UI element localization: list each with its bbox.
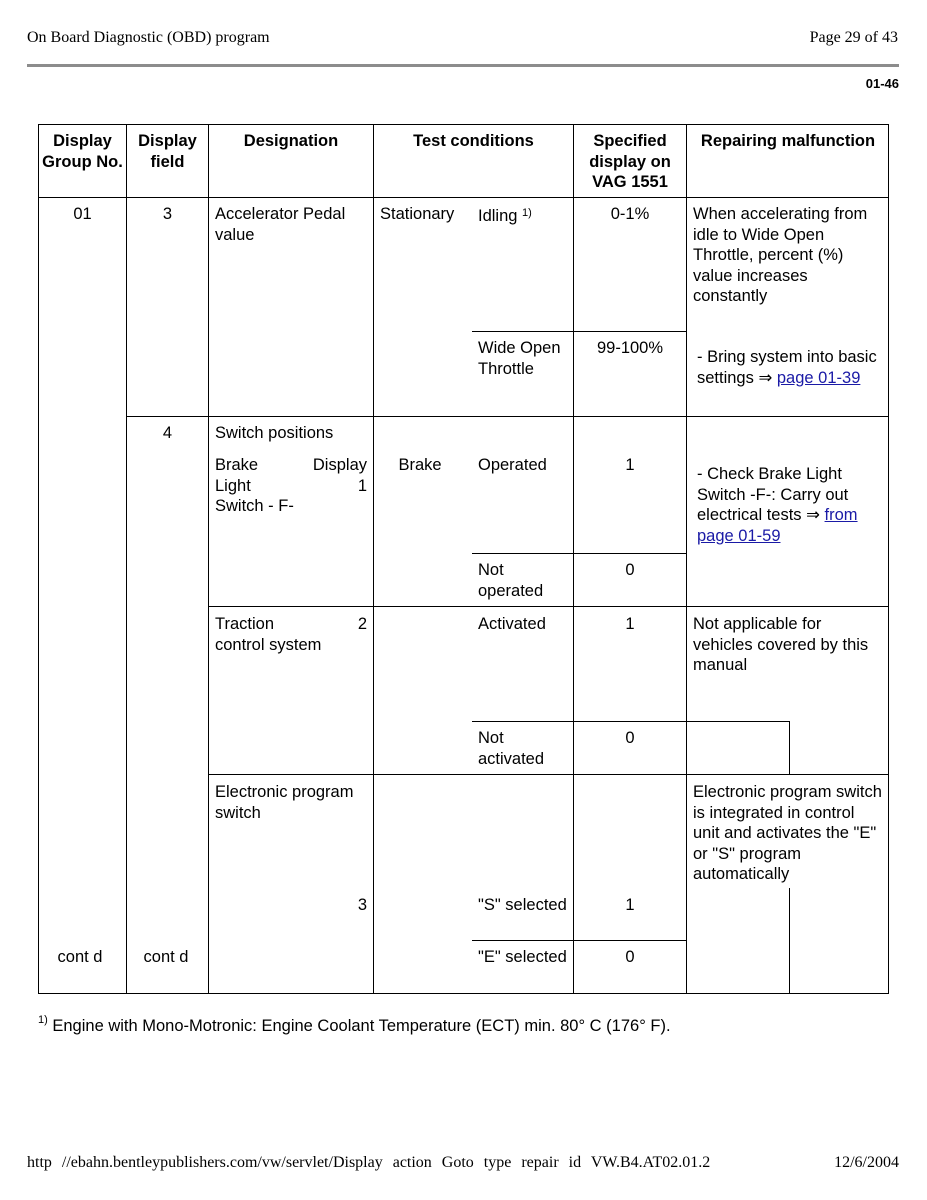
condition-not-operated: Not operated	[478, 561, 544, 600]
repair-accelerator: When accelerating from idle to Wide Open Throttle, percent (%) value increases constantly	[693, 205, 868, 305]
table-border-left	[38, 124, 39, 994]
condition-operated: Operated	[478, 456, 547, 474]
column-line	[573, 124, 574, 994]
value-s-selected: 1	[625, 896, 635, 914]
condition-wot: Wide Open Throttle	[478, 339, 561, 378]
header-display-group: Display Group No.	[42, 132, 123, 171]
condition-brake: Brake	[398, 456, 442, 474]
value-activated: 1	[625, 615, 635, 633]
value-not-operated: 0	[625, 561, 635, 579]
repair-brake-text: - Check Brake Light Switch -F-: Carry out electrical tests ⇒	[697, 465, 849, 524]
link-page-01-59[interactable]: from page 01-59	[697, 506, 858, 545]
designation-brake-switch: Brake Light Switch - F-	[215, 456, 294, 515]
repair-wot	[697, 347, 883, 388]
condition-idling-label: Idling	[478, 207, 518, 225]
eps-number: 3	[357, 896, 367, 914]
designation-electronic-program-switch: Electronic program switch	[215, 783, 354, 822]
traction-number: 2	[357, 615, 367, 633]
footnote-mark: 1)	[38, 1014, 48, 1026]
document-title: On Board Diagnostic (OBD) program	[27, 29, 270, 46]
row-line	[208, 774, 889, 775]
value-wot: 99-100%	[596, 339, 664, 357]
header-specified-display: Specified display on VAG 1551	[589, 132, 671, 191]
repair-traction: Not applicable for vehicles covered by this manual	[693, 615, 869, 674]
table-border-right	[888, 124, 889, 994]
table-border-bottom	[38, 993, 889, 994]
field-number: 4	[162, 424, 173, 442]
page-reference: 01-46	[865, 76, 899, 91]
condition-e-selected: "E" selected	[478, 948, 567, 966]
column-line	[126, 124, 127, 994]
condition-not-activated: Not activated	[478, 729, 545, 768]
footnote-text: Engine with Mono-Motronic: Engine Coolant Temperature (ECT) min. 80° C (176° F).	[52, 1017, 671, 1035]
row-line	[472, 940, 687, 941]
repair-wot-text: - Bring system into basic settings ⇒	[697, 348, 877, 387]
repair-electronic-program: Electronic program switch is integrated in control unit and activates the "E" or "S" program automatically	[693, 783, 882, 883]
row-line	[472, 331, 687, 332]
column-line	[208, 124, 209, 994]
inner-line	[789, 888, 790, 994]
row-line	[126, 416, 889, 417]
repair-brake	[697, 464, 883, 546]
designation-accelerator: Accelerator Pedal value	[215, 205, 346, 244]
value-e-selected: 0	[625, 948, 635, 966]
header-display-field: Display field	[138, 132, 197, 171]
page-indicator: Page 29 of 43	[809, 29, 898, 46]
group-contd: cont d	[57, 948, 103, 966]
header-designation: Designation	[243, 132, 339, 150]
table-border-top	[38, 124, 889, 125]
condition-stationary: Stationary	[380, 205, 455, 223]
footnote-ref: 1)	[522, 207, 532, 219]
value-idling: 0-1%	[610, 205, 650, 223]
footnote	[38, 1014, 671, 1036]
header-divider-line	[38, 197, 889, 198]
header-repairing: Repairing malfunction	[700, 132, 876, 150]
link-page-01-39[interactable]: page 01-39	[776, 368, 861, 387]
designation-display-1: Display 1	[312, 456, 367, 495]
row-line	[208, 606, 889, 607]
footer-date: 12/6/2004	[834, 1154, 899, 1171]
footer-url: http //ebahn.bentleypublishers.com/vw/servlet/Display action Goto type repair id VW.B4.AT02.01.2	[27, 1154, 711, 1171]
condition-idling	[478, 206, 573, 227]
header-test-conditions: Test conditions	[413, 132, 534, 150]
condition-s-selected: "S" selected	[478, 896, 567, 914]
field-contd: cont d	[143, 948, 189, 966]
row-line	[472, 721, 790, 722]
column-line	[686, 124, 687, 994]
row-line	[472, 553, 687, 554]
condition-activated: Activated	[478, 615, 546, 633]
column-line	[373, 124, 374, 994]
value-not-activated: 0	[625, 729, 635, 747]
designation-switch-positions: Switch positions	[215, 424, 334, 442]
designation-traction: Traction control system	[215, 615, 322, 654]
value-operated: 1	[625, 456, 635, 474]
group-number: 01	[73, 205, 92, 223]
field-number: 3	[162, 205, 173, 223]
header-divider	[27, 64, 899, 67]
inner-line	[789, 721, 790, 775]
